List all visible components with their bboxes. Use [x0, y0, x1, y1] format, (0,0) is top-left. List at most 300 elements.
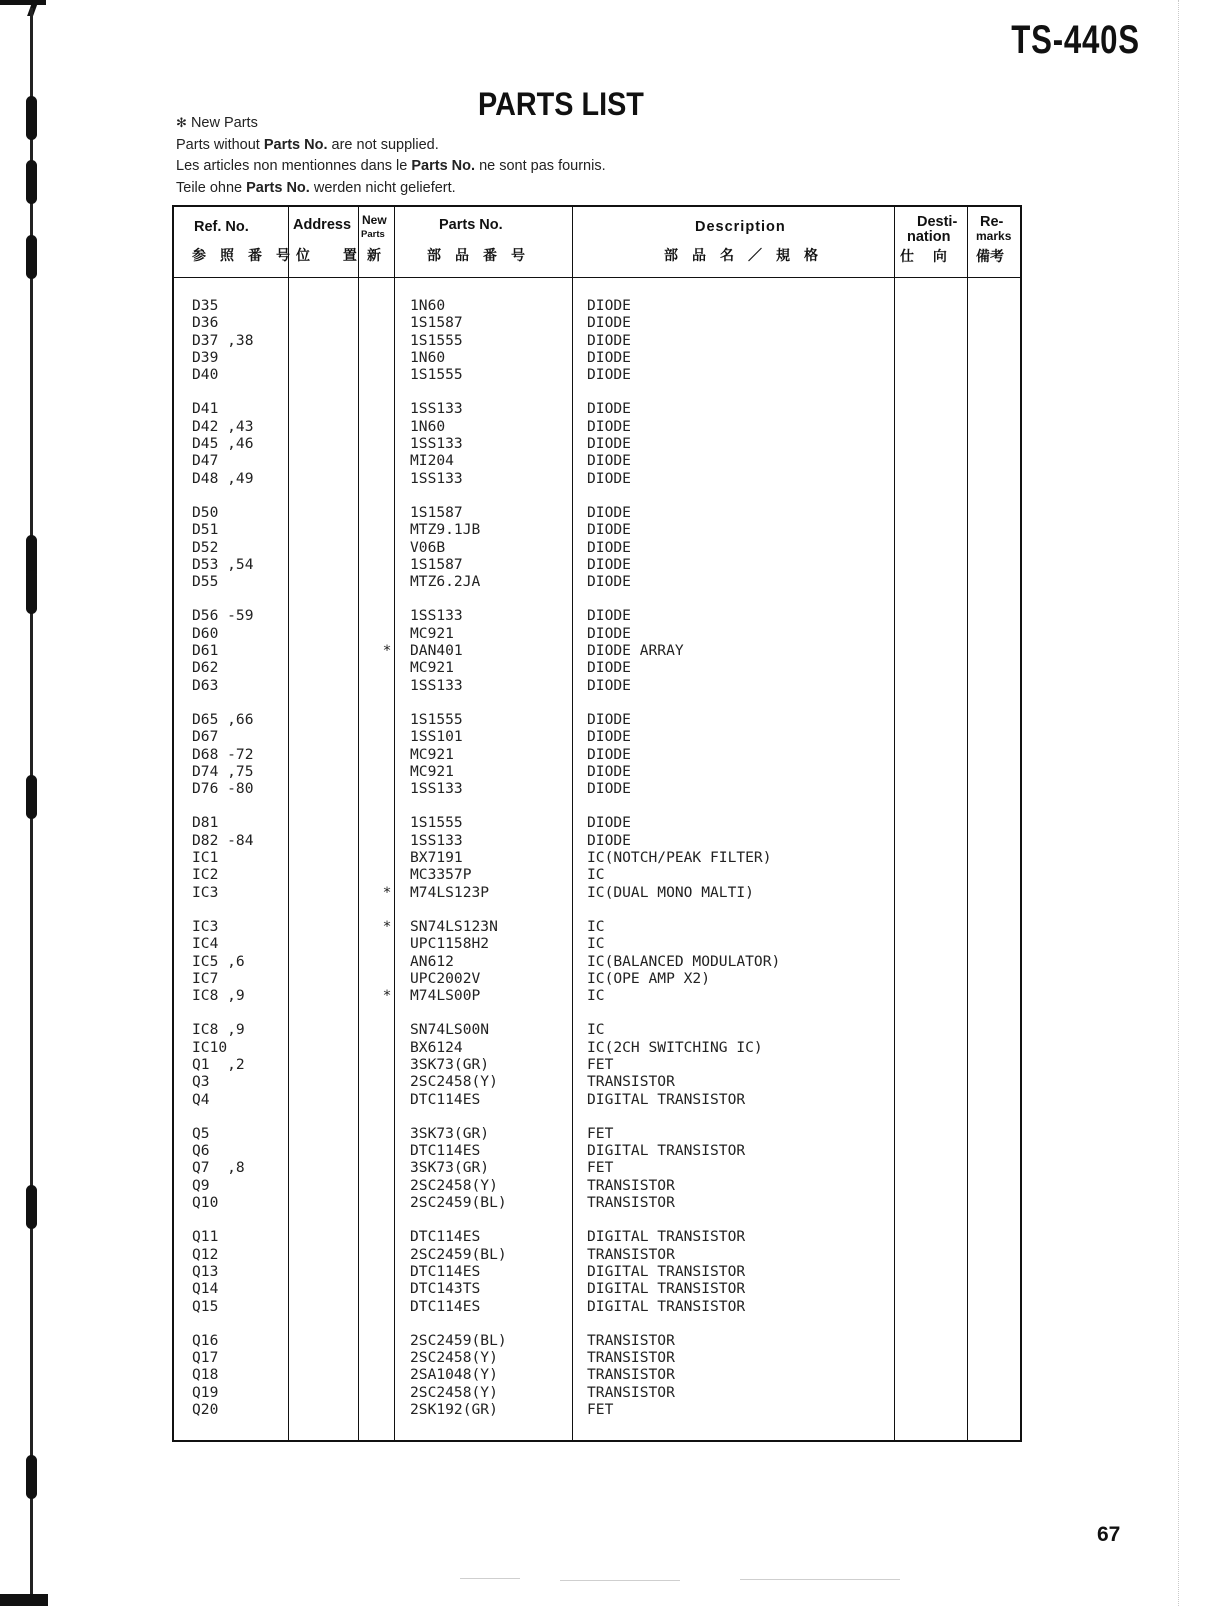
new-parts-mark — [377, 349, 397, 366]
row-group — [587, 297, 917, 383]
description-cell: IC — [587, 1021, 605, 1039]
parts-no-cell: 1S1587 — [410, 314, 463, 332]
parts-no-cell: 1S1555 — [410, 710, 463, 728]
row-group — [192, 1332, 292, 1418]
new-parts-mark — [377, 366, 397, 383]
description-cell: DIODE — [587, 503, 631, 521]
ref-cell: D65 ,66 — [192, 710, 254, 728]
ref-cell: D81 — [192, 814, 219, 832]
description-cell: TRANSISTOR — [587, 1366, 675, 1384]
parts-no-cell: 1SS133 — [410, 435, 463, 453]
header-address-jp: 位 置 — [296, 248, 371, 264]
description-cell: DIODE — [587, 452, 631, 470]
row-group — [192, 504, 292, 590]
description-cell: FET — [587, 1124, 614, 1142]
parts-no-cell: BX6124 — [410, 1038, 463, 1056]
row-group — [377, 1021, 397, 1107]
new-parts-mark — [377, 1298, 397, 1315]
parts-no-cell: DTC114ES — [410, 1297, 481, 1315]
description-cell: DIODE — [587, 607, 631, 625]
description-cell: DIODE — [587, 745, 631, 763]
ref-cell: D82 -84 — [192, 831, 254, 849]
new-parts-mark — [377, 1194, 397, 1211]
description-cell: DIGITAL TRANSISTOR — [587, 1280, 746, 1298]
parts-no-cell: 1SS133 — [410, 676, 463, 694]
parts-no-cell: 1N60 — [410, 348, 446, 366]
ref-cell: IC4 — [192, 935, 219, 953]
new-parts-mark — [377, 746, 397, 763]
parts-no-cell: MI204 — [410, 452, 454, 470]
ref-cell: IC10 — [192, 1038, 228, 1056]
ref-cell: D74 ,75 — [192, 762, 254, 780]
row-group — [410, 1125, 570, 1211]
column-divider — [358, 207, 359, 1440]
header-new: New — [362, 213, 387, 227]
description-cell: DIGITAL TRANSISTOR — [587, 1262, 746, 1280]
new-parts-mark — [377, 866, 397, 883]
ref-cell: D50 — [192, 503, 219, 521]
parts-no-cell: 1SS133 — [410, 469, 463, 487]
row-group — [410, 1021, 570, 1107]
parts-no-cell: 1SS133 — [410, 780, 463, 798]
column-divider — [572, 207, 573, 1440]
new-parts-mark — [377, 1349, 397, 1366]
new-parts-mark — [377, 1228, 397, 1245]
description-cell: DIODE ARRAY — [587, 642, 684, 660]
binder-hole — [26, 775, 37, 819]
row-group — [587, 814, 917, 900]
parts-no-cell: V06B — [410, 538, 446, 556]
parts-no-cell: 2SC2458(Y) — [410, 1176, 498, 1194]
new-parts-mark — [377, 1021, 397, 1038]
description-cell: TRANSISTOR — [587, 1383, 675, 1401]
ref-cell: D37 ,38 — [192, 331, 254, 349]
ref-cell: D67 — [192, 728, 219, 746]
ref-cell: Q19 — [192, 1383, 219, 1401]
header-destination: Desti- — [917, 214, 958, 230]
parts-no-cell: 1S1555 — [410, 814, 463, 832]
parts-no-cell: DTC143TS — [410, 1280, 481, 1298]
description-cell: TRANSISTOR — [587, 1349, 675, 1367]
parts-no-cell: DTC114ES — [410, 1228, 481, 1246]
parts-no-cell: UPC1158H2 — [410, 935, 490, 953]
note-en: Parts without Parts No. are not supplied. — [176, 136, 439, 153]
description-cell: DIODE — [587, 728, 631, 746]
header-remarks-2: marks — [976, 229, 1012, 243]
parts-no-column — [410, 297, 570, 1435]
parts-no-cell: MC921 — [410, 659, 454, 677]
parts-no-cell: BX7191 — [410, 849, 463, 867]
row-group — [587, 607, 917, 693]
row-group — [410, 400, 570, 486]
row-group — [192, 1125, 292, 1211]
row-group — [410, 1228, 570, 1314]
ref-cell: D41 — [192, 400, 219, 418]
row-group — [377, 711, 397, 797]
description-cell: TRANSISTOR — [587, 1176, 675, 1194]
row-group — [587, 918, 917, 1004]
new-parts-mark — [377, 953, 397, 970]
row-group — [587, 504, 917, 590]
description-cell: DIODE — [587, 814, 631, 832]
ref-cell: D40 — [192, 366, 219, 384]
new-parts-mark — [377, 625, 397, 642]
parts-no-cell: 1S1587 — [410, 555, 463, 573]
row-group — [192, 297, 292, 383]
row-group — [587, 1125, 917, 1211]
description-cell: DIGITAL TRANSISTOR — [587, 1228, 746, 1246]
new-parts-mark — [377, 1073, 397, 1090]
description-cell: DIGITAL TRANSISTOR — [587, 1142, 746, 1160]
ref-cell: D51 — [192, 521, 219, 539]
description-cell: FET — [587, 1401, 614, 1419]
description-cell: DIODE — [587, 297, 631, 314]
description-cell: IC(NOTCH/PEAK FILTER) — [587, 849, 772, 867]
row-group — [192, 400, 292, 486]
ref-cell: D53 ,54 — [192, 555, 254, 573]
ref-column — [192, 297, 292, 1435]
parts-no-cell: 1N60 — [410, 297, 446, 314]
row-group — [192, 607, 292, 693]
description-cell: DIODE — [587, 624, 631, 642]
parts-no-cell: 2SC2459(BL) — [410, 1245, 507, 1263]
new-parts-mark — [377, 573, 397, 590]
description-cell: TRANSISTOR — [587, 1331, 675, 1349]
ref-cell: D36 — [192, 314, 219, 332]
new-parts-mark — [377, 1056, 397, 1073]
description-cell: FET — [587, 1055, 614, 1073]
description-cell: DIODE — [587, 555, 631, 573]
ref-cell: Q6 — [192, 1142, 210, 1160]
row-group — [587, 1021, 917, 1107]
row-group — [410, 297, 570, 383]
new-parts-mark — [377, 1142, 397, 1159]
ref-cell: D60 — [192, 624, 219, 642]
parts-no-cell: 1S1555 — [410, 331, 463, 349]
new-parts-mark — [377, 728, 397, 745]
parts-no-cell: 1N60 — [410, 417, 446, 435]
binder-hole — [26, 570, 37, 614]
description-cell: FET — [587, 1159, 614, 1177]
header-description: Description — [695, 219, 786, 235]
parts-no-cell: DTC114ES — [410, 1262, 481, 1280]
description-cell: IC(BALANCED MODULATOR) — [587, 952, 781, 970]
new-parts-mark — [377, 1384, 397, 1401]
row-group — [587, 400, 917, 486]
parts-no-cell: UPC2002V — [410, 969, 481, 987]
description-cell: IC(OPE AMP X2) — [587, 969, 711, 987]
description-cell: TRANSISTOR — [587, 1194, 675, 1212]
new-parts-mark: * — [382, 883, 392, 901]
notes — [176, 112, 606, 199]
parts-no-cell: SN74LS00N — [410, 1021, 490, 1039]
new-parts-mark — [377, 814, 397, 831]
row-group — [587, 711, 917, 797]
row-group — [587, 1332, 917, 1418]
description-cell: DIODE — [587, 659, 631, 677]
header-destination-2: nation — [907, 229, 951, 245]
description-cell: DIODE — [587, 417, 631, 435]
ref-cell: Q4 — [192, 1090, 210, 1108]
ref-cell: D39 — [192, 348, 219, 366]
row-group — [377, 814, 397, 900]
parts-no-cell: 2SC2458(Y) — [410, 1349, 498, 1367]
ref-cell: Q20 — [192, 1401, 219, 1419]
parts-no-cell: M74LS00P — [410, 987, 481, 1005]
model-number: TS-440S — [1011, 18, 1140, 62]
parts-no-cell: MTZ9.1JB — [410, 521, 481, 539]
description-cell: DIODE — [587, 469, 631, 487]
header-new-parts: Parts — [361, 229, 385, 240]
header-remarks: Re- — [980, 214, 1004, 230]
parts-no-cell: DAN401 — [410, 642, 463, 660]
parts-no-cell: 1SS133 — [410, 400, 463, 418]
note-new-parts-label: New Parts — [190, 115, 258, 131]
description-cell: DIODE — [587, 366, 631, 384]
binder-hole — [26, 160, 37, 204]
parts-no-cell: MC921 — [410, 762, 454, 780]
row-group — [192, 1228, 292, 1314]
description-cell: DIODE — [587, 676, 631, 694]
binder-hole — [26, 1185, 37, 1229]
row-group — [377, 607, 397, 693]
header-remarks-jp: 備考 — [976, 249, 1004, 265]
description-cell: DIODE — [587, 435, 631, 453]
new-parts-mark — [377, 297, 397, 314]
description-cell: DIODE — [587, 538, 631, 556]
binder-hole — [26, 1455, 37, 1499]
row-group — [377, 297, 397, 383]
scan-artifact — [560, 1580, 680, 1581]
parts-no-cell: 1S1555 — [410, 366, 463, 384]
row-group — [410, 607, 570, 693]
parts-no-cell: 1SS133 — [410, 607, 463, 625]
parts-no-cell: 3SK73(GR) — [410, 1055, 490, 1073]
description-cell: IC — [587, 917, 605, 935]
column-divider — [967, 207, 968, 1440]
new-parts-mark — [377, 677, 397, 694]
ref-cell: Q18 — [192, 1366, 219, 1384]
new-parts-mark — [377, 452, 397, 469]
header-parts-no-jp: 部品番号 — [427, 248, 539, 264]
parts-no-cell: AN612 — [410, 952, 454, 970]
asterisk-icon: ✻ — [176, 115, 187, 130]
binder-edge — [0, 0, 60, 1606]
new-parts-mark — [377, 504, 397, 521]
row-group — [410, 504, 570, 590]
header-ref: Ref. No. — [194, 219, 249, 235]
scan-artifact — [460, 1578, 520, 1579]
new-parts-mark — [377, 1125, 397, 1142]
note-de: Teile ohne Parts No. werden nicht geliefert. — [176, 179, 456, 196]
parts-no-cell: 2SC2459(BL) — [410, 1331, 507, 1349]
scan-artifact — [740, 1579, 900, 1580]
parts-no-cell: 2SC2458(Y) — [410, 1383, 498, 1401]
description-cell: IC — [587, 866, 605, 884]
description-cell: IC(2CH SWITCHING IC) — [587, 1038, 763, 1056]
ref-cell: Q12 — [192, 1245, 219, 1263]
new-parts-mark — [377, 470, 397, 487]
description-cell: DIODE — [587, 331, 631, 349]
ref-cell: IC1 — [192, 849, 219, 867]
new-parts-mark — [377, 1263, 397, 1280]
ref-cell: Q5 — [192, 1124, 210, 1142]
ref-cell: Q10 — [192, 1194, 219, 1212]
ref-cell: D35 — [192, 297, 219, 314]
row-group — [192, 814, 292, 900]
header-description-jp: 部品名／規格 — [664, 248, 832, 264]
new-parts-mark — [377, 1159, 397, 1176]
ref-cell: Q11 — [192, 1228, 219, 1246]
ref-cell: Q1 ,2 — [192, 1055, 245, 1073]
parts-no-cell: 2SC2459(BL) — [410, 1194, 507, 1212]
row-group — [377, 1125, 397, 1211]
ref-cell: Q16 — [192, 1331, 219, 1349]
scan-edge — [1178, 0, 1180, 1606]
parts-no-cell: 2SC2458(Y) — [410, 1073, 498, 1091]
new-parts-mark — [377, 849, 397, 866]
ref-cell: Q14 — [192, 1280, 219, 1298]
new-parts-mark — [377, 935, 397, 952]
parts-no-cell: 1SS101 — [410, 728, 463, 746]
new-parts-mark — [377, 1091, 397, 1108]
parts-table — [172, 205, 1022, 1442]
new-parts-mark — [377, 1401, 397, 1418]
description-cell: DIGITAL TRANSISTOR — [587, 1297, 746, 1315]
new-parts-mark — [377, 659, 397, 676]
new-parts-mark — [377, 521, 397, 538]
ref-cell: Q3 — [192, 1073, 210, 1091]
new-parts-mark — [377, 711, 397, 728]
ref-cell: IC5 ,6 — [192, 952, 245, 970]
ref-cell: D63 — [192, 676, 219, 694]
parts-no-cell: MTZ6.2JA — [410, 573, 481, 591]
ref-cell: D76 -80 — [192, 780, 254, 798]
new-parts-mark — [377, 970, 397, 987]
row-group — [377, 400, 397, 486]
parts-no-cell: SN74LS123N — [410, 917, 498, 935]
ref-cell: Q9 — [192, 1176, 210, 1194]
ref-cell: D55 — [192, 573, 219, 591]
row-group — [377, 1332, 397, 1418]
new-parts-mark — [377, 400, 397, 417]
header-parts-no: Parts No. — [439, 217, 503, 233]
ref-cell: Q15 — [192, 1297, 219, 1315]
parts-no-cell: 2SA1048(Y) — [410, 1366, 498, 1384]
description-cell: TRANSISTOR — [587, 1245, 675, 1263]
ref-cell: D62 — [192, 659, 219, 677]
note-new-parts — [176, 112, 606, 135]
row-group — [587, 1228, 917, 1314]
parts-no-cell: MC921 — [410, 745, 454, 763]
binder-hole — [26, 235, 37, 279]
description-column — [587, 297, 917, 1435]
parts-no-cell: 3SK73(GR) — [410, 1159, 490, 1177]
description-cell: TRANSISTOR — [587, 1073, 675, 1091]
ref-cell: Q7 ,8 — [192, 1159, 245, 1177]
ref-cell: IC2 — [192, 866, 219, 884]
new-parts-mark — [377, 539, 397, 556]
new-parts-mark — [377, 1280, 397, 1297]
ref-cell: D68 -72 — [192, 745, 254, 763]
new-parts-mark — [377, 1366, 397, 1383]
parts-no-cell: M74LS123P — [410, 883, 490, 901]
parts-no-cell: DTC114ES — [410, 1090, 481, 1108]
ref-cell: D52 — [192, 538, 219, 556]
parts-no-cell: DTC114ES — [410, 1142, 481, 1160]
new-parts-mark — [377, 1332, 397, 1349]
description-cell: DIODE — [587, 710, 631, 728]
header-new-jp: 新 — [367, 248, 381, 264]
new-parts-mark — [377, 556, 397, 573]
ref-cell: D61 — [192, 642, 219, 660]
page-number: 67 — [1097, 1523, 1121, 1546]
parts-no-cell: 1SS133 — [410, 831, 463, 849]
ref-cell: IC7 — [192, 969, 219, 987]
ref-cell: D56 -59 — [192, 607, 254, 625]
ref-cell: IC3 — [192, 883, 219, 901]
description-cell: DIODE — [587, 314, 631, 332]
new-parts-mark — [377, 332, 397, 349]
description-cell: DIODE — [587, 831, 631, 849]
new-parts-mark — [377, 1039, 397, 1056]
description-cell: IC — [587, 987, 605, 1005]
header-destination-jp: 仕 向 — [900, 249, 947, 265]
new-parts-mark — [377, 314, 397, 331]
ref-cell: Q13 — [192, 1262, 219, 1280]
corner-mark-bottom — [0, 1594, 48, 1606]
new-parts-mark: * — [382, 642, 392, 660]
ref-cell: Q17 — [192, 1349, 219, 1367]
header-address: Address — [293, 217, 352, 233]
new-parts-column — [377, 297, 397, 1435]
parts-no-cell: MC3357P — [410, 866, 472, 884]
page-title: PARTS LIST — [478, 86, 644, 122]
row-group — [192, 1021, 292, 1107]
parts-no-cell: 2SK192(GR) — [410, 1401, 498, 1419]
ref-cell: D48 ,49 — [192, 469, 254, 487]
new-parts-mark — [377, 763, 397, 780]
row-group — [377, 504, 397, 590]
new-parts-mark: * — [382, 917, 392, 935]
row-group — [410, 711, 570, 797]
row-group — [192, 711, 292, 797]
description-cell: DIODE — [587, 348, 631, 366]
row-group — [192, 918, 292, 1004]
binder-hole — [26, 96, 37, 140]
new-parts-mark — [377, 435, 397, 452]
description-cell: DIODE — [587, 780, 631, 798]
row-group — [410, 918, 570, 1004]
new-parts-mark: * — [382, 987, 392, 1005]
new-parts-mark — [377, 832, 397, 849]
row-group — [377, 1228, 397, 1314]
parts-no-cell: 1S1587 — [410, 503, 463, 521]
new-parts-mark — [377, 1177, 397, 1194]
corner-mark — [0, 0, 46, 5]
description-cell: DIODE — [587, 573, 631, 591]
description-cell: DIODE — [587, 521, 631, 539]
new-parts-mark — [377, 607, 397, 624]
parts-no-cell: 3SK73(GR) — [410, 1124, 490, 1142]
note-fr: Les articles non mentionnes dans le Parts No. ne sont pas fournis. — [176, 158, 606, 174]
new-parts-mark — [377, 1246, 397, 1263]
row-group — [410, 1332, 570, 1418]
ref-cell: IC3 — [192, 917, 219, 935]
ref-cell: D47 — [192, 452, 219, 470]
description-cell: DIODE — [587, 762, 631, 780]
parts-no-cell: MC921 — [410, 624, 454, 642]
